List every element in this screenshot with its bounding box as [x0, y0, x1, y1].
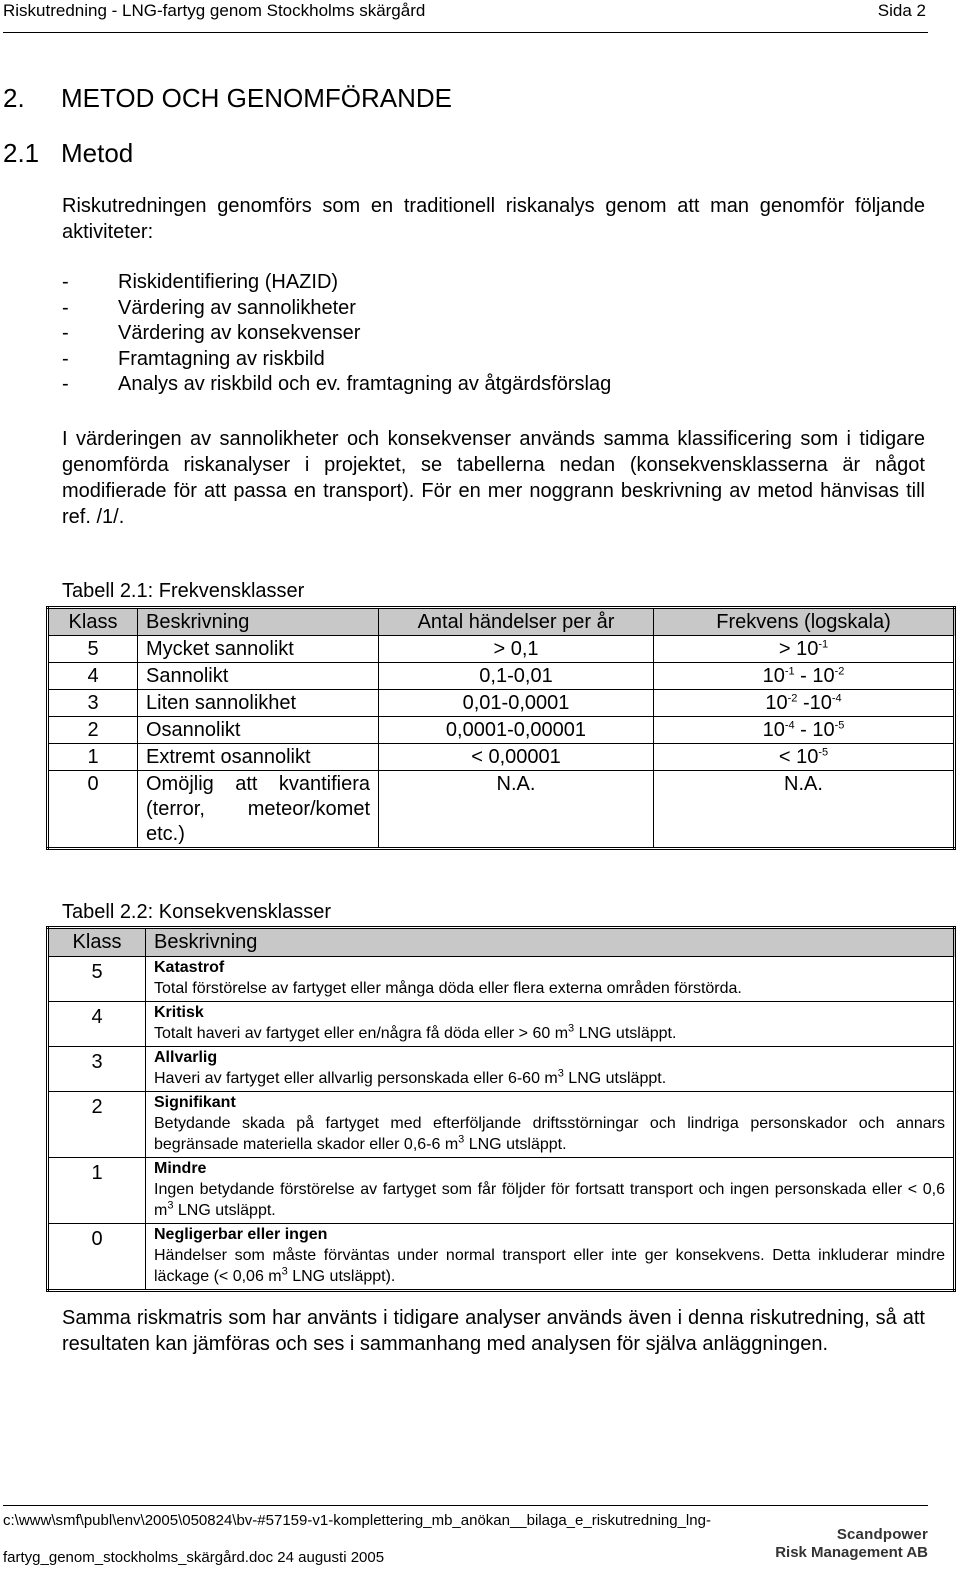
consequence-description: Betydande skada på fartyget med efterföljande driftsstörningar och lindriga personskador och annars begränsade materiella skador eller 0,6-6 $m^3$ LNG utsläppt.: [154, 1115, 945, 1153]
cell-beskrivning: [146, 1158, 955, 1224]
header-title: Riskutredning - LNG-fartyg genom Stockholms skärgård: [3, 1, 426, 20]
cell-beskrivning: Osannolikt: [138, 717, 379, 744]
consequence-description: Ingen betydande förstörelse av fartyget som får följder för fortsatt transport och ingen personskada eller < 0,6 $m^3$ LNG utsläppt.: [154, 1181, 945, 1219]
table-header-row: [48, 608, 955, 636]
consequence-name: Allvarlig: [154, 1049, 218, 1066]
cell-antal: 0,0001-0,00001: [379, 717, 654, 744]
cell-beskrivning: [146, 1092, 955, 1158]
subsection-heading: [3, 138, 133, 169]
activity-list: [62, 270, 611, 398]
cell-beskrivning: Omöjlig att kvantifiera (terror, meteor/komet etc.): [138, 771, 379, 849]
table-row: [48, 663, 955, 690]
cell-antal: < 0,00001: [379, 744, 654, 771]
cell-beskrivning: [146, 957, 955, 1002]
section-number: 2.: [3, 83, 25, 113]
consequence-description: Total förstörelse av fartyget eller många döda eller flera externa områden förstörda.: [154, 980, 742, 997]
cell-klass: 0: [48, 771, 138, 849]
closing-paragraph: Samma riskmatris som har använts i tidigare analyser används även i denna riskutredning, så att resultaten kan jämföras och ses i sammanhang med analysen för själva anläggningen.: [62, 1307, 925, 1355]
table-row: [48, 636, 955, 663]
cell-klass: 0: [48, 1224, 146, 1291]
cell-antal: 0,1-0,01: [379, 663, 654, 690]
cell-beskrivning: Liten sannolikhet: [138, 690, 379, 717]
consequence-description: Haveri av fartyget eller allvarlig personskada eller 6-60 $m^3$ LNG utsläppt.: [154, 1067, 667, 1087]
frequency-table: [46, 606, 956, 850]
col-header-antal: Antal händelser per år: [379, 608, 654, 636]
cell-klass: 5: [48, 957, 146, 1002]
list-item: - Riskidentifiering (HAZID): [62, 271, 339, 293]
cell-beskrivning: Mycket sannolikt: [138, 636, 379, 663]
footer-filename-date: fartyg_genom_stockholms_skärgård.doc 24 augusti 2005: [3, 1549, 385, 1566]
consequence-description: Totalt haveri av fartyget eller en/några få döda eller > 60 $m^3$ LNG utsläppt.: [154, 1022, 677, 1042]
intro-paragraph: Riskutredningen genomförs som en traditionell riskanalys genom att man genomför följande aktiviteter:: [62, 195, 925, 243]
consequence-name: Kritisk: [154, 1004, 204, 1021]
cell-antal: > 0,1: [379, 636, 654, 663]
cell-frekvens: > $10^{-1}$: [654, 636, 955, 663]
list-item: - Framtagning av riskbild: [62, 347, 325, 370]
cell-beskrivning: [146, 1224, 955, 1291]
table-row: [48, 1047, 955, 1092]
table2-caption: Tabell 2.2: Konsekvensklasser: [62, 901, 332, 923]
page-number: Sida 2: [877, 1, 926, 20]
consequence-table: [46, 926, 956, 1292]
table-row: [48, 690, 955, 717]
table-header-row: [48, 928, 955, 957]
col-header-klass: Klass: [48, 608, 138, 636]
cell-beskrivning: [146, 1047, 955, 1092]
section-title: METOD OCH GENOMFÖRANDE: [61, 83, 452, 113]
method-paragraph: I värderingen av sannolikheter och konsekvenser används samma klassificering som i tidigare genomförda riskanalyser i projektet, se tabellerna nedan (konsekvensklasserna är något modifierade för att passa en transport). För en mer noggrann beskrivning av metod hänvisas till ref. /1/.: [62, 428, 925, 528]
table-row: [48, 1002, 955, 1047]
cell-frekvens: $10^{-1} - 10^{-2}$: [654, 663, 955, 690]
consequence-name: Negligerbar eller ingen: [154, 1226, 328, 1243]
cell-frekvens: $10^{-2}$ $-10^{-4}$: [654, 690, 955, 717]
cell-frekvens: $10^{-4} - 10^{-5}$: [654, 717, 955, 744]
col-header-beskrivning: Beskrivning: [146, 928, 955, 957]
consequence-description: Händelser som måste förväntas under normal transport eller inte ger konsekvens. Detta inkluderar mindre läckage (< 0,06 $m^3$ LNG utsläppt).: [154, 1247, 945, 1285]
cell-klass: 2: [48, 1092, 146, 1158]
table-row: [48, 744, 955, 771]
cell-klass: 4: [48, 663, 138, 690]
cell-klass: 4: [48, 1002, 146, 1047]
section-heading: [3, 83, 452, 114]
cell-klass: 5: [48, 636, 138, 663]
company-logo: [760, 1526, 928, 1561]
cell-klass: 3: [48, 690, 138, 717]
table-row: [48, 771, 955, 849]
list-item: - Analys av riskbild och ev. framtagning av åtgärdsförslag: [62, 373, 612, 395]
list-item: - Värdering av konsekvenser: [62, 322, 361, 344]
table-row: [48, 1158, 955, 1224]
footer-divider: [3, 1505, 928, 1506]
cell-frekvens: N.A.: [654, 771, 955, 849]
table1-caption: Tabell 2.1: Frekvensklasser: [62, 580, 305, 602]
col-header-beskrivning: Beskrivning: [138, 608, 379, 636]
col-header-klass: Klass: [48, 928, 146, 957]
header-divider: [3, 32, 928, 33]
cell-klass: 1: [48, 1158, 146, 1224]
subsection-title: Metod: [61, 138, 134, 168]
footer-path: c:\www\smf\publ\env\2005\050824\bv-#57159-v1-komplettering_mb_anökan__bilaga_e_riskutredning_lng-: [3, 1512, 711, 1529]
consequence-name: Signifikant: [154, 1094, 236, 1111]
table-row: [48, 1092, 955, 1158]
col-header-frekvens: Frekvens (logskala): [654, 608, 955, 636]
cell-klass: 1: [48, 744, 138, 771]
cell-antal: N.A.: [379, 771, 654, 849]
cell-beskrivning: Sannolikt: [138, 663, 379, 690]
cell-klass: 2: [48, 717, 138, 744]
cell-antal: 0,01-0,0001: [379, 690, 654, 717]
consequence-name: Katastrof: [154, 959, 225, 976]
cell-beskrivning: [146, 1002, 955, 1047]
table-row: [48, 957, 955, 1002]
consequence-name: Mindre: [154, 1160, 207, 1177]
cell-frekvens: < $10^{-5}$: [654, 744, 955, 771]
subsection-number: 2.1: [3, 138, 40, 168]
table-row: [48, 717, 955, 744]
list-item: - Värdering av sannolikheter: [62, 296, 356, 319]
table-row: [48, 1224, 955, 1291]
logo-line2: Risk Management AB: [775, 1544, 928, 1561]
cell-klass: 3: [48, 1047, 146, 1092]
cell-beskrivning: Extremt osannolikt: [138, 744, 379, 771]
logo-line1: Scandpower: [836, 1526, 928, 1543]
